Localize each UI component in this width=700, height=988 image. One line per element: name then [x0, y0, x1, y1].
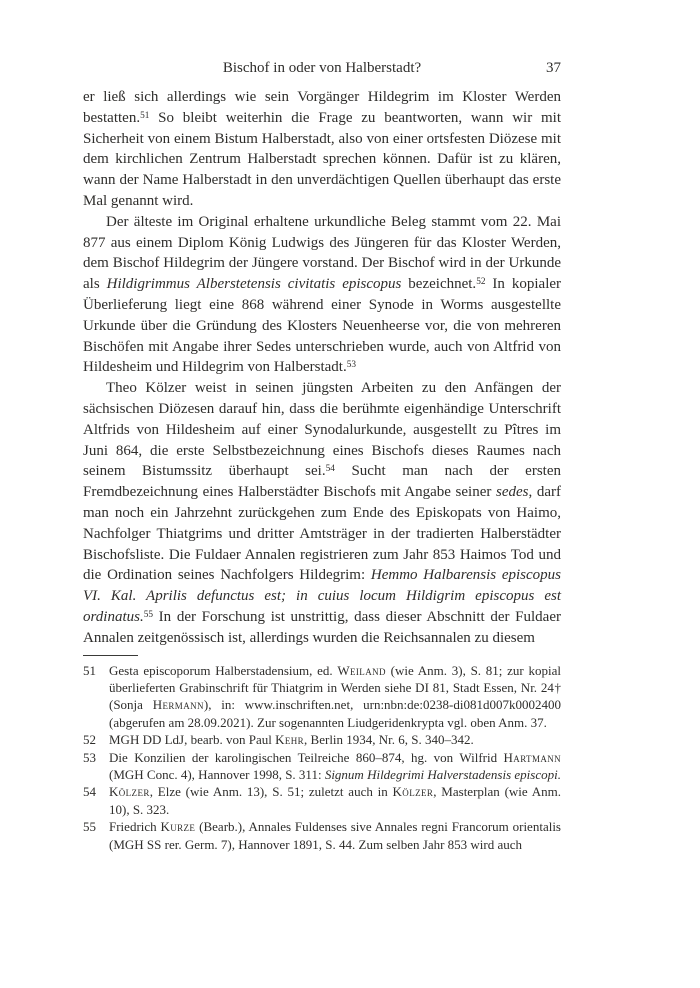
smallcaps-author-name: Kölzer: [392, 784, 434, 800]
text-run: (Bearb.), Annales Fuldenses sive Annales regni Francorum orientalis (MGH SS rer. Germ. 7), Hannover 1891, S. 44. Zum selben Jahr 853 wird auch: [109, 819, 561, 852]
smallcaps-author-name: Kurze: [160, 819, 196, 835]
text-run: , Elze (wie Anm. 13), S. 51; zuletzt auch in: [149, 784, 393, 800]
text-run: ), in: www.inschriften.net, urn:nbn:de:0238-di081d007k0002400 (abgerufen am 28.09.2021). Zur sogenannten Liudgeridenkrypta vgl. oben Anm. 37.: [109, 697, 561, 730]
footnote-text: [109, 663, 561, 730]
footnote-text: [109, 732, 474, 747]
text-run: , Masterplan (wie Anm. 10), S. 323.: [109, 784, 561, 817]
smallcaps-author-name: Kölzer: [109, 784, 150, 800]
text-run: , darf man noch ein Jahrzehnt zurückgehen zum Ende des Episkopats von Haimo, Nachfolger Thiatgrims und dritter Amtsträger in der tradierten Halberstädter Bischofsliste. Die Fuldaer Annalen registrieren zum Jahr 853 Haimos Tod und die Ordination seines Nachfolgers Hildegrim:: [83, 484, 561, 584]
footnote-number: 51: [83, 662, 96, 678]
text-run: Der älteste im Original erhaltene urkundliche Beleg stammt vom 22. Mai 877 aus einem Diplom König Ludwigs des Jüngeren für das Kloster Werden, dem Bischof Hildegrim der Jüngere vorstand. Der Bischof wird in der Urkunde als: [83, 213, 561, 293]
text-run: In kopialer Überlieferung liegt eine 868 während einer Synode in Worms ausgestellte Urkunde über die Gründung des Klosters Neuenheerse vor, die von mehreren Bischöfen mit Angabe ihrer Sedes unterschrieben wurde, auch von Altfrid von Hildesheim und Hildegrim von Halberstadt.: [83, 276, 562, 376]
footnote-item: [83, 783, 561, 818]
footnote-item: [83, 749, 561, 784]
text-run: Gesta episcoporum Halberstadensium, ed.: [109, 662, 338, 678]
page-number: 37: [546, 60, 561, 76]
italic-text: Hildigrimmus Alberstetensis civitatis episcopus: [106, 276, 402, 293]
text-run: Theo Kölzer weist in seinen jüngsten Arbeiten zu den Anfängen der sächsischen Diözesen darauf hin, dass die berühmte eigenhändige Unterschrift Altfrids von Hildesheim auf einer Synodalurkunde, ausgestellt zu Pîtres im Juni 864, die erste Selbstbezeichnung eines Bischofs dieses Raumes nach seinem Bistumssitz überhaupt sei.: [83, 380, 561, 480]
footnote-reference: 53: [346, 360, 356, 371]
italic-text: Signum Hildegrimi Halverstadensis episcopi.: [324, 766, 561, 782]
footnote-separator: [83, 655, 138, 656]
text-run: MGH DD LdJ, bearb. von Paul: [109, 732, 276, 748]
footnotes-section: [83, 662, 561, 853]
footnote-number: 52: [83, 732, 96, 748]
footnote-item: [83, 662, 561, 732]
text-column: [83, 58, 561, 853]
text-run: In der Forschung ist unstrittig, dass dieser Abschnitt der Fuldaer Annalen zeitgenössisch ist, allerdings wurden die Reichsannalen zu diesem: [83, 608, 561, 646]
text-run: So bleibt weiterhin die Frage zu beantworten, wann wir mit Sicherheit von einem Bistum Halberstadt, also von einer ortsfesten Diözese mit dem kirchlichen Zentrum Halberstadt sprechen können. Dafür ist zu klären, wann der Name Halberstadt in den unverdächtigen Quellen überhaupt das erste Mal genannt wird.: [83, 109, 561, 209]
body-paragraph: [83, 378, 561, 648]
footnote-number: 54: [83, 784, 96, 800]
footnote-text: [109, 784, 561, 816]
text-run: er ließ sich allerdings wie sein Vorgänger Hildegrim im Kloster Werden bestatten.: [83, 89, 561, 126]
text-run: Sucht man nach der ersten Fremdbezeichnung eines Halberstädter Bischofs mit Angabe seiner: [83, 463, 561, 501]
footnote-item: [83, 731, 561, 748]
smallcaps-author-name: Weiland: [337, 662, 386, 678]
footnote-reference: 54: [325, 464, 335, 475]
running-header: [83, 58, 561, 78]
footnote-text: [109, 750, 561, 782]
body-paragraph: [83, 87, 561, 212]
footnote-reference: 55: [143, 609, 153, 620]
main-text: [83, 87, 561, 649]
text-run: , Berlin 1934, Nr. 6, S. 340–342.: [304, 732, 474, 748]
smallcaps-author-name: Kehr: [275, 732, 305, 748]
text-run: Die Konzilien der karolingischen Teilreiche 860–874, hg. von Wilfrid: [109, 749, 504, 765]
footnote-text: [109, 819, 561, 851]
footnote-item: [83, 818, 561, 853]
footnote-reference: 52: [476, 277, 486, 287]
text-run: (MGH Conc. 4), Hannover 1998, S. 311:: [109, 766, 325, 782]
smallcaps-author-name: Hermann: [152, 697, 204, 713]
footnote-reference: 51: [140, 110, 150, 121]
text-run: bezeichnet.: [401, 276, 477, 293]
text-run: Friedrich: [109, 819, 161, 835]
footnote-number: 55: [83, 819, 96, 835]
body-paragraph: [83, 212, 561, 378]
footnote-number: 53: [83, 749, 96, 765]
italic-text: sedes: [495, 484, 529, 501]
running-header-title: Bischof in oder von Halberstadt?: [222, 60, 422, 76]
text-run: (wie Anm. 3), S. 81; zur kopial überlieferten Grabinschrift für Thiatgrim in Werden siehe DI 81, Stadt Essen, Nr. 24† (Sonja: [109, 662, 561, 713]
smallcaps-author-name: Hartmann: [503, 749, 561, 765]
italic-text: Hemmo Halbarensis episcopus VI. Kal. Aprilis defunctus est; in cuius locum Hildigrim episcopus est ordinatus.: [83, 567, 561, 625]
